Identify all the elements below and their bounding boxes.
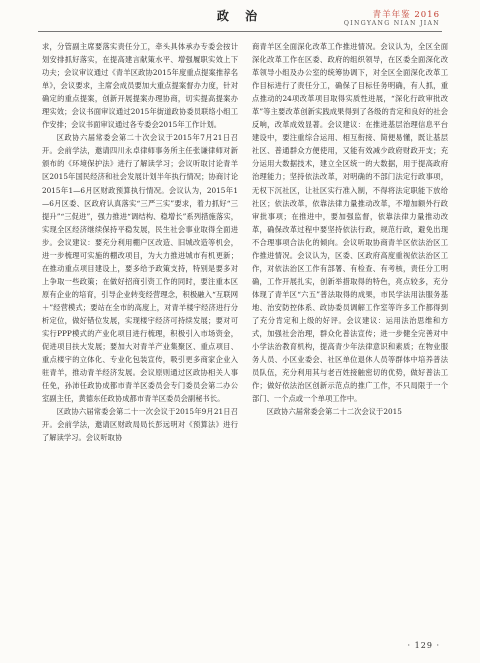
page-title: 政 治 [216,9,264,23]
right-column [252,40,448,640]
page-number: · 129 · [407,641,440,650]
yearbook-brand: 青羊年鉴 2016 [372,10,440,20]
paragraph: 区政协六届常委会第二十二次会议于2015 [266,407,402,417]
left-column [42,40,238,640]
paragraph: 区政协六届常委会第二十一次会议于2015年9月21日召开。会前学法，邀请区财政局局长彭远明对《预算法》进行了解读学习。会议听取协 [42,407,238,443]
header-divider [38,31,442,32]
paragraph: 求，分管副主席要落实责任分工，牵头具体承办专委会按计划安排抓好落实，在提高建言献策水平、增强履职实效上下功夫；会议审议通过《青羊区政协2015年度重点提案推荐名单》，会议要求，主席会成员要加大重点提案督办力度，针对确定的重点提案，创新开展提案办理协商，切实提高提案办理实效；会议书面审议通过2015年街道政协委员联络小组工作安排；会议书面审议通过各专委会2015年工作计划。 [42,42,238,130]
yearbook-subtitle: QINGYANG NIAN JIAN [343,20,440,27]
paragraph: 区政协六届常委会第二十次会议于2015年7月21日召开。会前学法，邀请四川永卓律师事务所主任张谦律师对新颁布的《环境保护法》进行了解读学习；会议听取讨论青羊区2015年国民经济和社会发展计划半年执行情况；协商讨论2015年1—6月区财政预算执行情况。会议认为，2015年1—6月区委、区政府认真落实“三严三实”要求，着力抓好“三提升”“三促进”，强力推进“调结构、稳增长”系列措施落实，实现全区经济继续保持平稳发展，民生社会事业取得全面进步。会议建议：要充分利用棚户区改造、旧城改造等机会，进一步梳理可实施的棚改项目，为大力推进城市有机更新；在推动重点项目建设上，要多给予政策支持，特别是要多对上争取一些政策；在做好招商引资工作的同时，要注重本区原有企业的培育，引导企业转变经营理念，积极融入“互联网＋”经营模式；要站在全市的高度上，对青羊楼宇经济进行分析定位，做好错位发展，实现楼宇经济可持续发展；要对可实行PPP模式的产业化项目进行梳理，积极引入市场资金，促进项目扶大发展；要加大对青羊产业集聚区、重点项目、重点楼宇的立体化、专业化包装宣传，吸引更多商家企业入驻青羊，推动青羊经济发展。会议原则通过区政协相关人事任免，孙沛任政协成都市青羊区委员会专门委员会第二办公室副主任，黄德东任政协成都市青羊区委员会副秘书长。 [42,133,238,404]
paragraph: 商青羊区全面深化改革工作推进情况。会议认为，全区全面深化改革工作在区委、政府的组织领导，在区委全面深化改革领导小组及办公室的统筹协调下，对全区全面深化改革工作目标进行了责任分工，确保了目标任务明确，有人抓，重点推动的24项改革项目取得实质性进展，“深化行政审批改革”等主要改革创新实践成果得到了各级的肯定和良好的社会反响，改革成效显著。会议建议：在推进基层治理信息平台建设中，要注重综合运用、相互衔接、简便易懂，既让基层社区、普通群众方便使用，又能有效减少政府财政开支；充分运用大数据技术，建立全区统一的大数据，用于提高政府治理能力；坚持依法改革，对明确的不部门法定行政事项，无权下沉社区，让社区实行准入制，不得将法定职能下放给社区；依法改革，依靠法律力量推动改革，不增加额外行政审批事项；在推进中，要加强监督，依靠法律力量推动改革，确保改革过程中要坚持依法行政，规范行政，避免出现不合理事项合法化的倾向。会议听取协商青羊区依法治区工作推进情况。会议认为，区委、区政府高度重视依法治区工作，对依法治区工作有部署、有检查、有考核，责任分工明确，工作开展扎实，创新举措取得的特色，亮点较多，充分体现了青羊区“六五”普法取得的成果，市民学法用法服务基地、治安防控体系、政协委员调解工作室等许多工作都得到了充分肯定和上级的好评。会议建议：运用法治思维和方式，加强社会治理，群众化普法宣传；进一步健全完善对中小学法治教育机构，提高青少年法律意识和素质；在物业服务人员、小区业委会、社区单位退休人员等群体中培养普法员队伍，充分利用其与老百姓接触密切的优势，做好普法工作；做好依法治区创新示范点的推广工作，不只局限于一个部门、一个点或一个单项工作中。 [252,42,448,404]
